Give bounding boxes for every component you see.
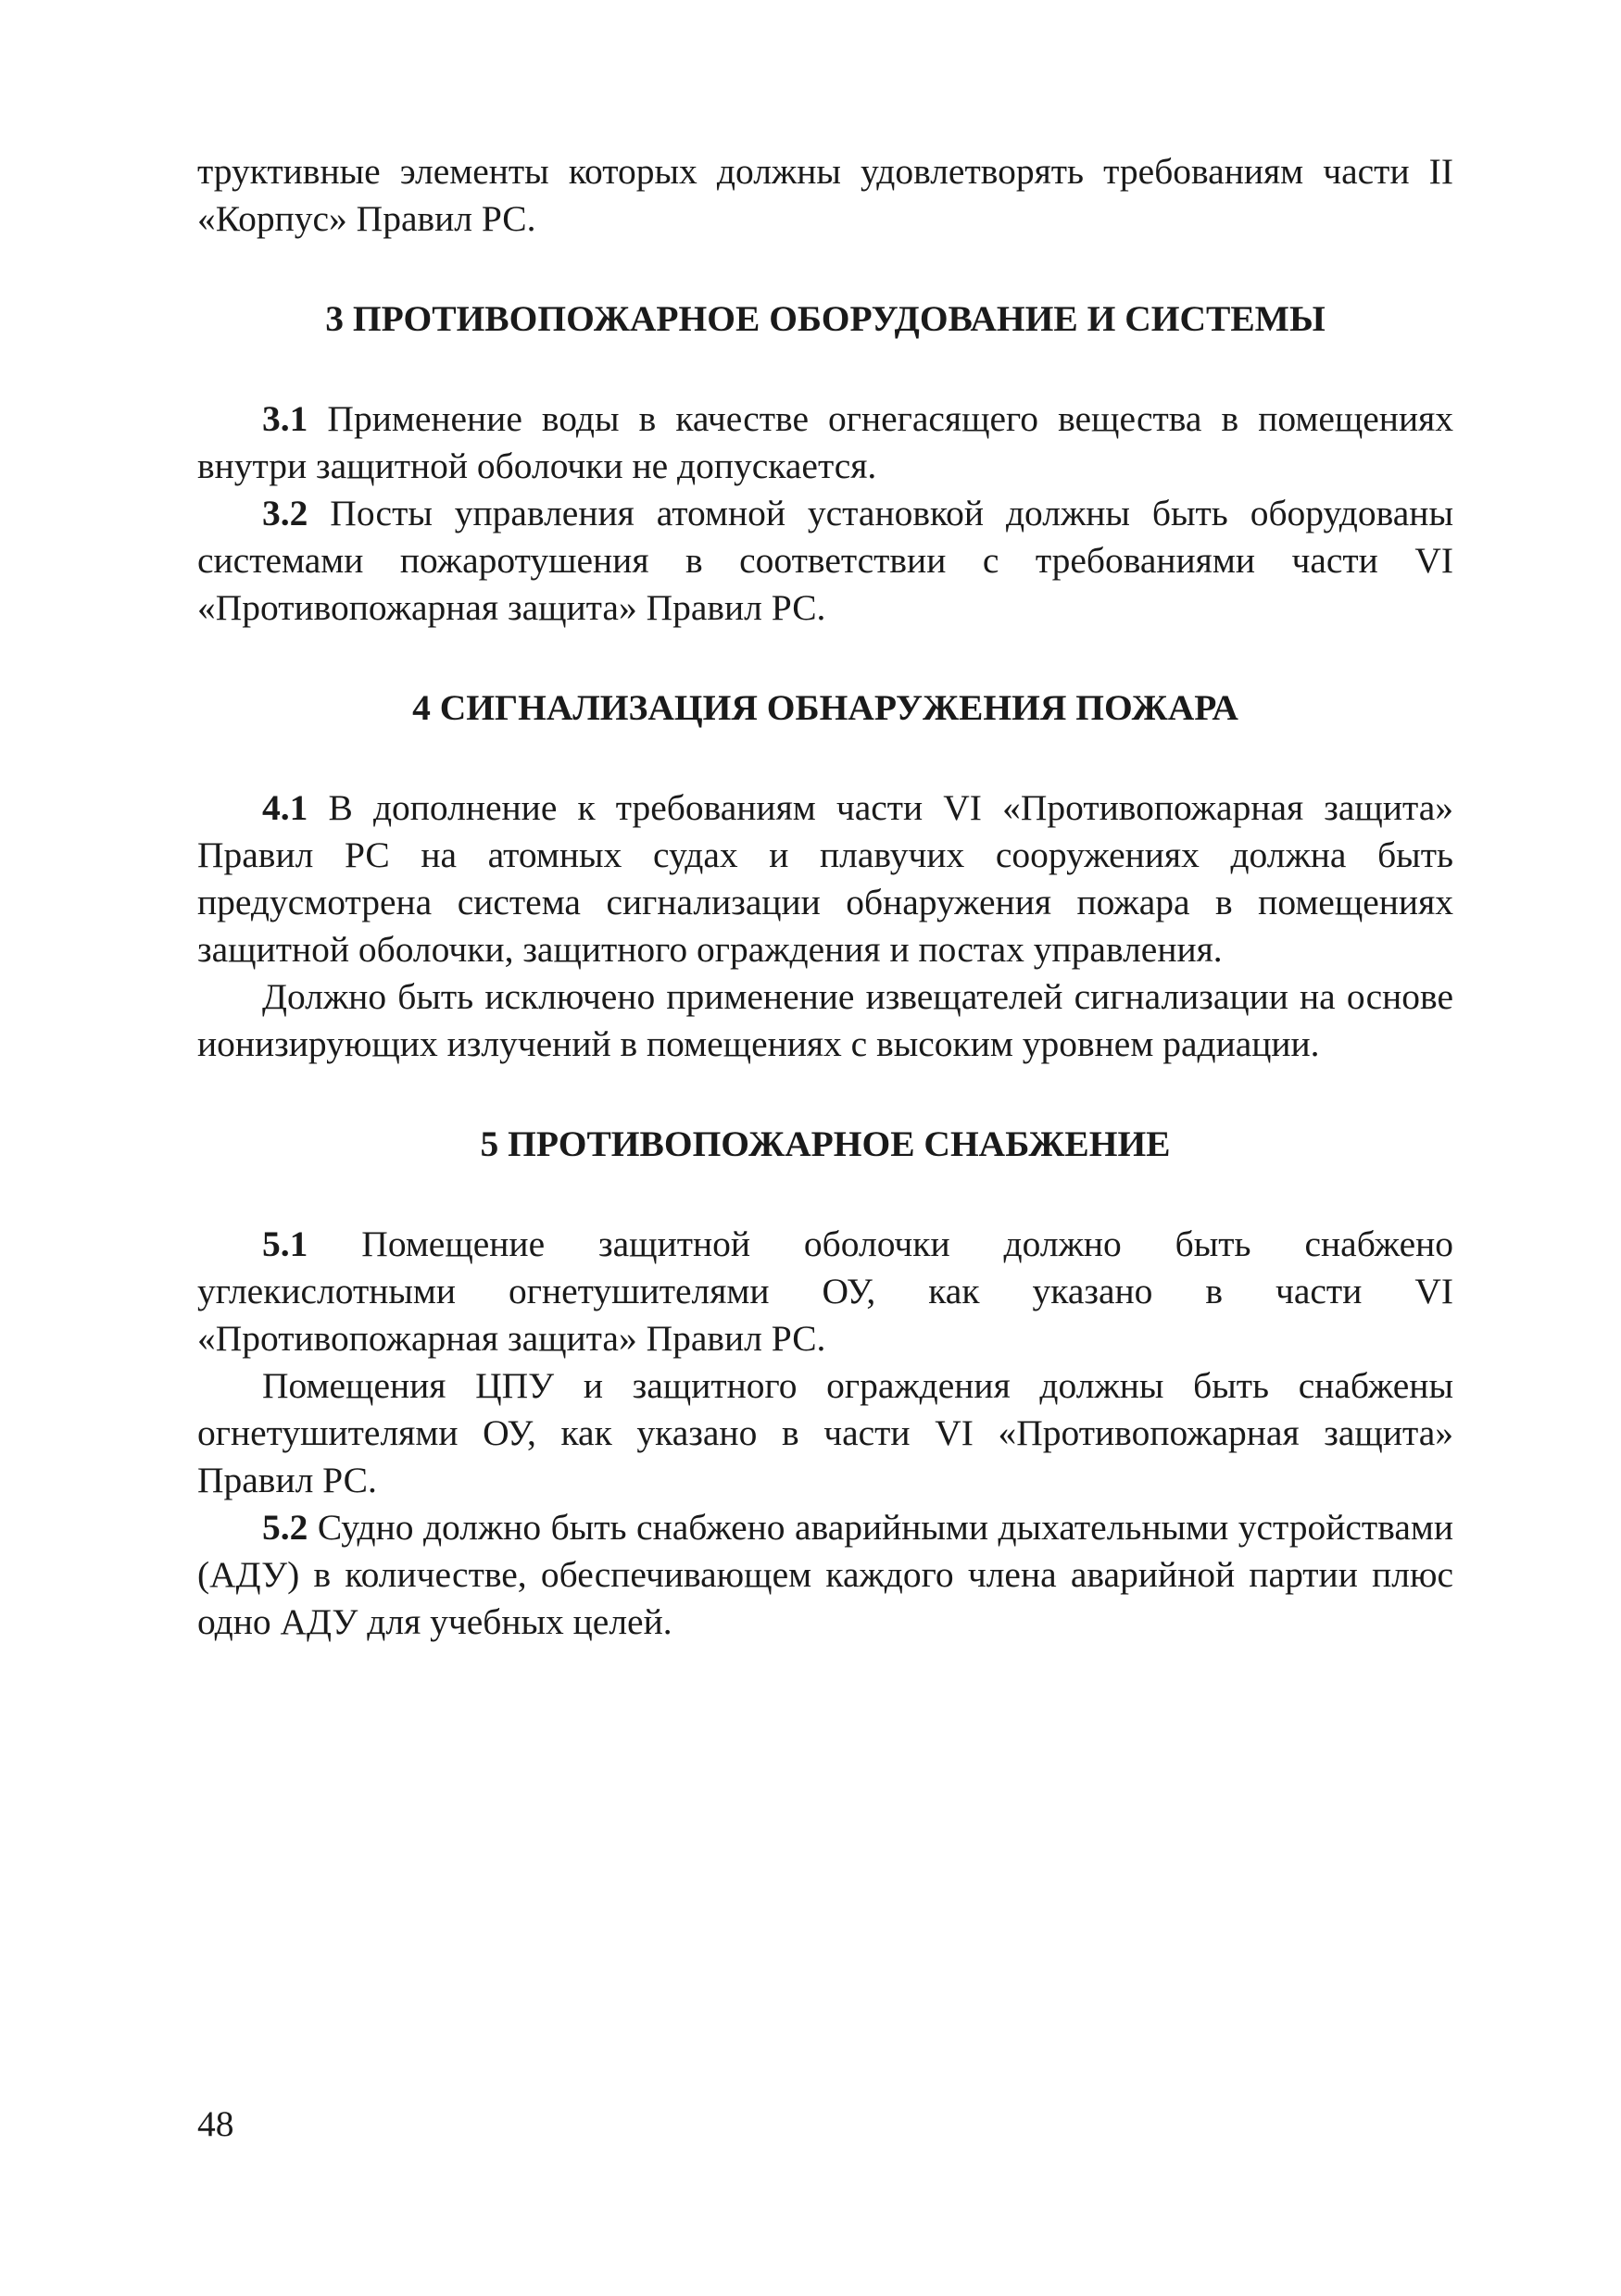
clause-number: 5.1 — [262, 1223, 308, 1264]
clause-number: 4.1 — [262, 787, 308, 828]
clause-5-1 — [197, 1221, 1453, 1362]
section-4-heading: 4 СИГНАЛИЗАЦИЯ ОБНАРУЖЕНИЯ ПОЖАРА — [412, 687, 1238, 728]
clause-3-1 — [197, 395, 1453, 490]
clause-number: 5.2 — [262, 1507, 308, 1548]
page-body — [197, 148, 1453, 1646]
section-5-heading: 5 ПРОТИВОПОЖАРНОЕ СНАБЖЕНИЕ — [480, 1123, 1171, 1164]
section-3-heading: 3 ПРОТИВОПОЖАРНОЕ ОБОРУДОВАНИЕ И СИСТЕМЫ — [325, 298, 1326, 339]
clause-3-2 — [197, 490, 1453, 632]
clause-5-2 — [197, 1504, 1453, 1646]
clause-4-1-continued: Должно быть исключено применение извещателей сигнализации на основе ионизирующих излучений в помещениях с высоким уровнем радиации. — [197, 976, 1453, 1064]
continued-paragraph: труктивные элементы которых должны удовлетворять требованиям части II «Корпус» Правил РС. — [197, 151, 1453, 239]
clause-text: Помещение защитной оболочки должно быть снабжено углекислотными огнетушителями ОУ, как указано в части VI «Противопожарная защита» Правил РС. — [197, 1223, 1453, 1359]
clause-text: Посты управления атомной установкой должны быть оборудованы системами пожаротушения в соответствии с требованиями части VI «Противопожарная защита» Правил РС. — [197, 493, 1453, 628]
clause-number: 3.2 — [262, 493, 308, 533]
page-number: 48 — [197, 2103, 234, 2144]
clause-number: 3.1 — [262, 398, 308, 439]
clause-text: В дополнение к требованиям части VI «Противопожарная защита» Правил РС на атомных судах и плавучих сооружениях должна быть предусмотрена система сигнализации обнаружения пожара в помещениях защитной оболочки, защитного ограждения и постах управления. — [197, 787, 1453, 970]
clause-text: Судно должно быть снабжено аварийными дыхательными устройствами (АДУ) в количестве, обеспечивающем каждого члена аварийной партии плюс одно АДУ для учебных целей. — [197, 1507, 1453, 1642]
clause-5-1-continued: Помещения ЦПУ и защитного ограждения должны быть снабжены огнетушителями ОУ, как указано в части VI «Противопожарная защита» Правил РС. — [197, 1365, 1453, 1500]
clause-4-1 — [197, 784, 1453, 973]
clause-text: Применение воды в качестве огнегасящего вещества в помещениях внутри защитной оболочки не допускается. — [197, 398, 1453, 486]
